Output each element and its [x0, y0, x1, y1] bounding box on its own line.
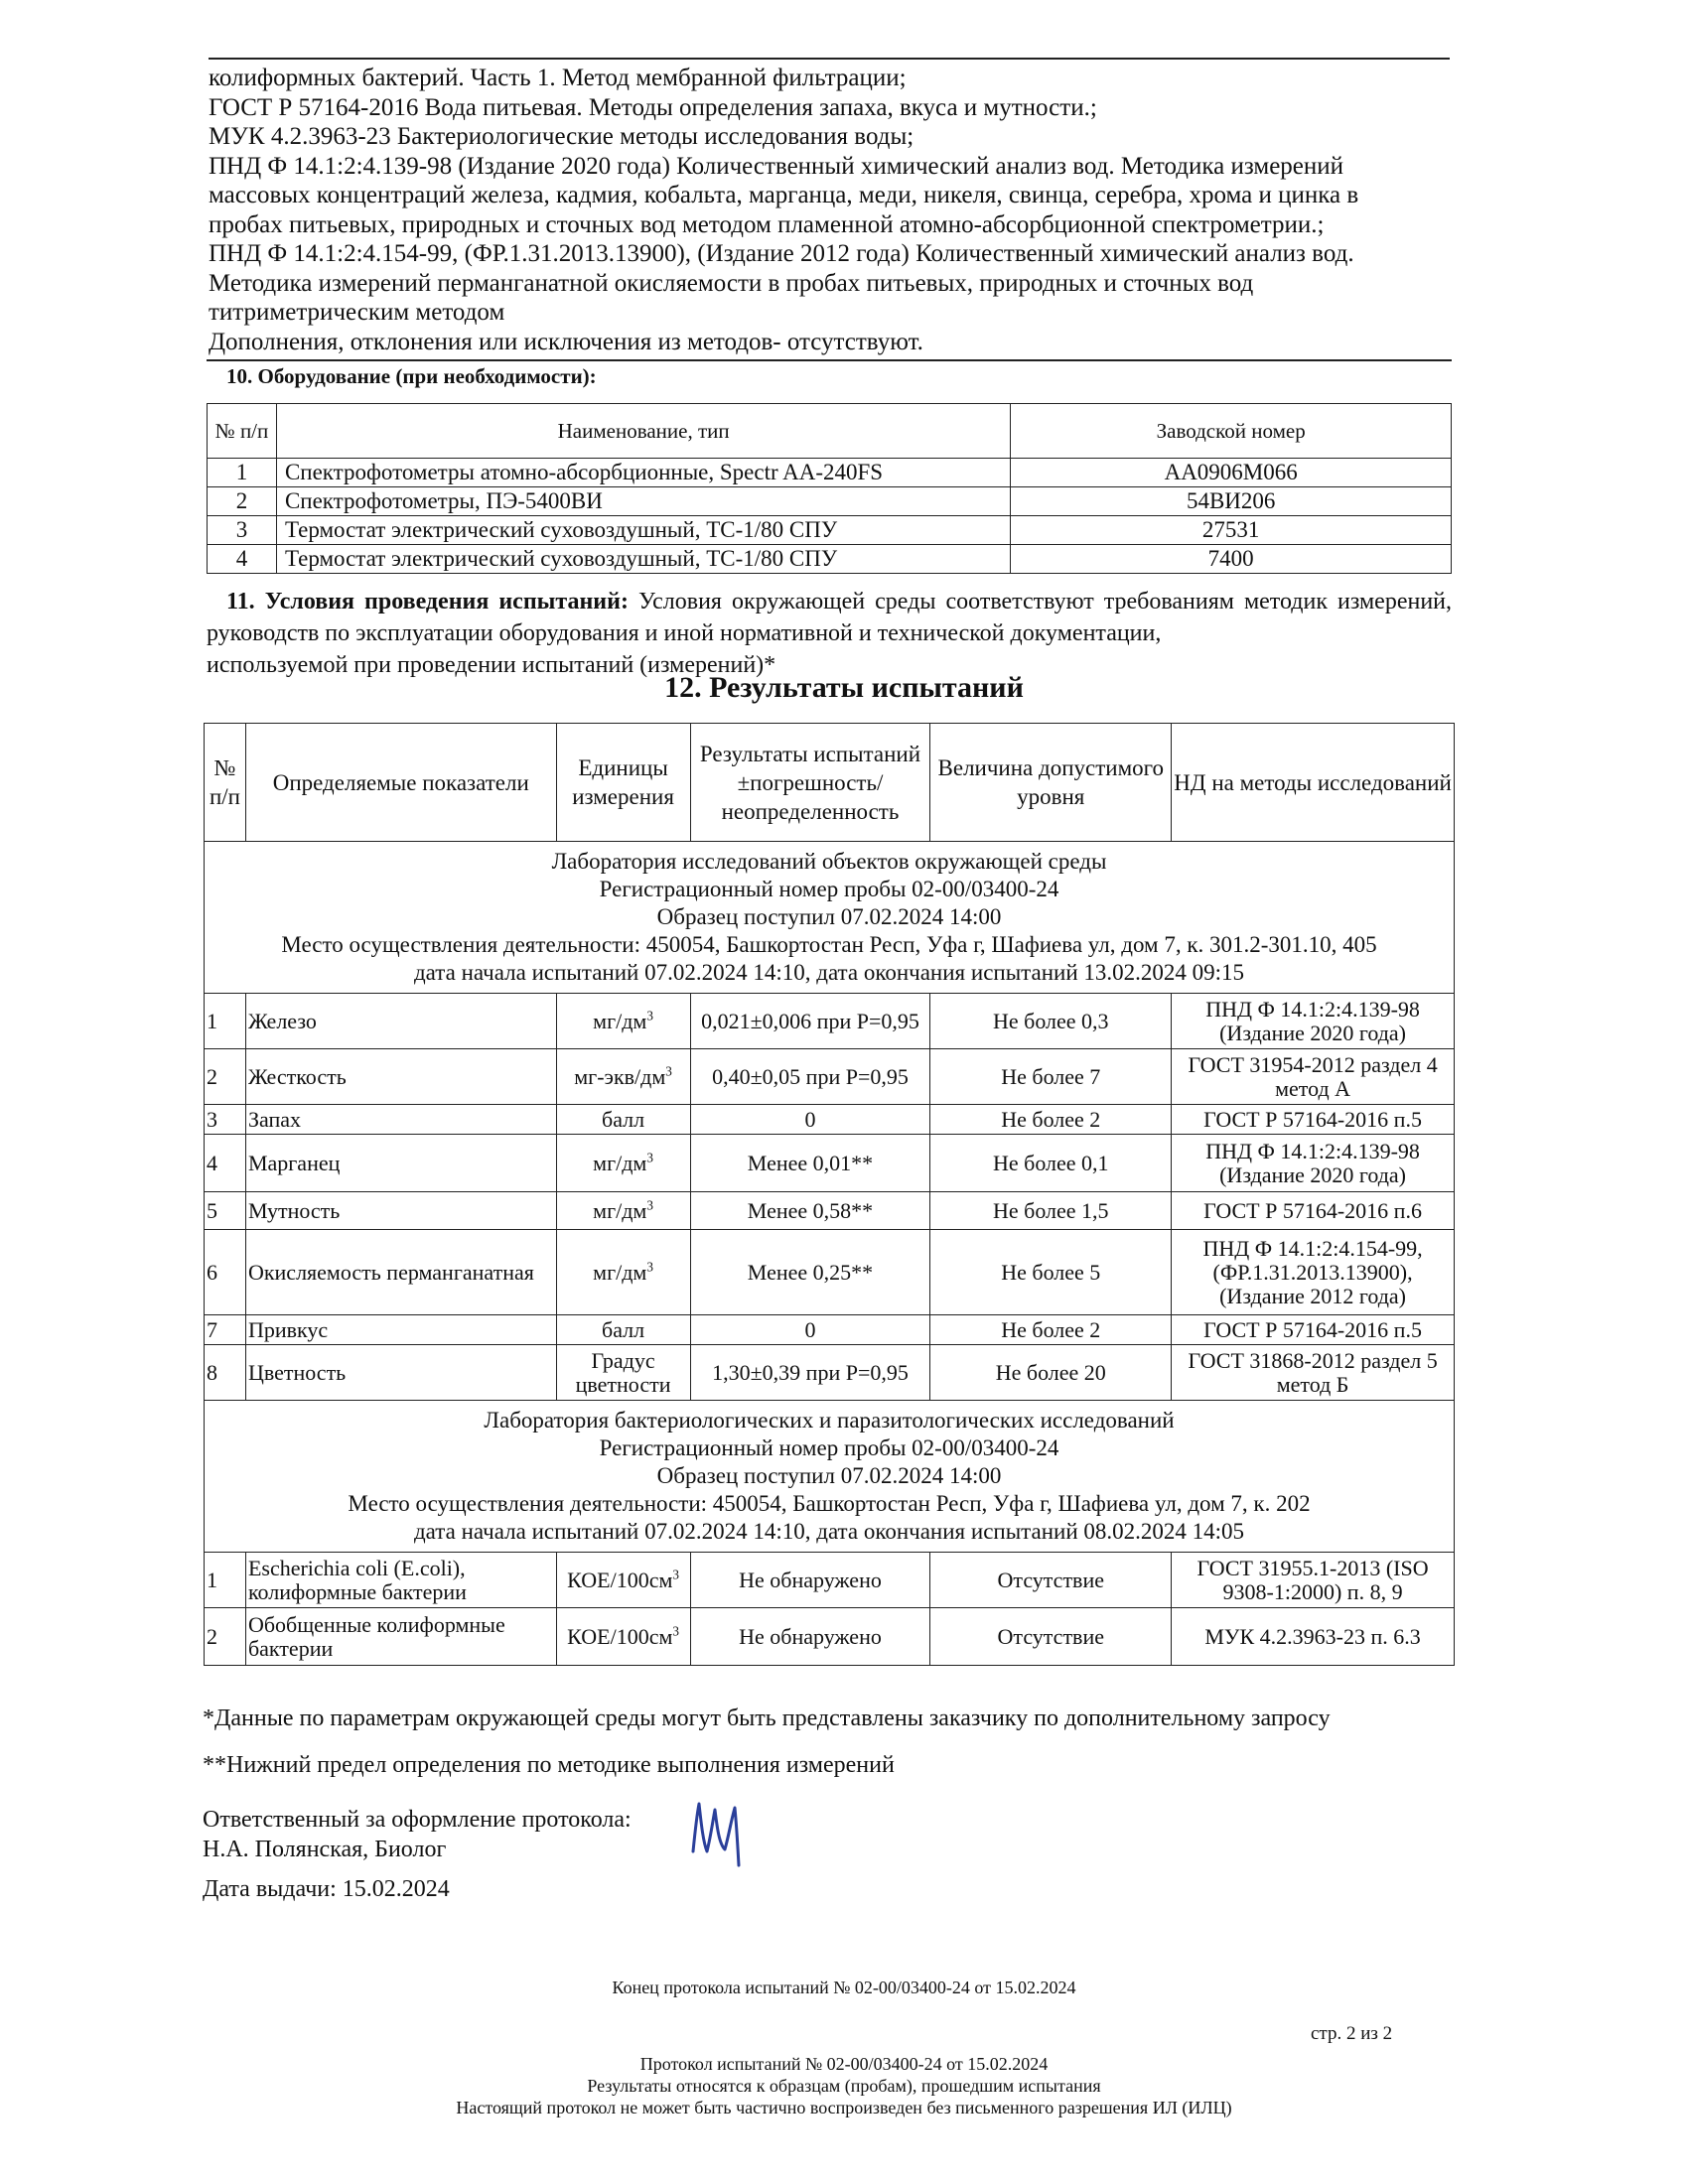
- equipment-table: [207, 403, 1452, 574]
- equipment-row: [208, 459, 1452, 487]
- results-header-method: НД на методы исследований: [1172, 724, 1455, 842]
- responsible-label: Ответственный за оформление протокола:: [203, 1807, 632, 1833]
- row-indicator: Цветность: [245, 1345, 556, 1401]
- row-result: Менее 0,25**: [690, 1230, 930, 1315]
- row-num: 3: [205, 1105, 246, 1135]
- row-result: Не обнаружено: [690, 1553, 930, 1608]
- lab-1-info-row: [205, 842, 1455, 994]
- equipment-row: [208, 487, 1452, 516]
- row-indicator: Escherichia coli (E.coli), колиформные бактерии: [245, 1553, 556, 1608]
- row-method: ГОСТ 31868-2012 раздел 5 метод Б: [1172, 1345, 1455, 1401]
- row-unit-sup: 3: [672, 1567, 679, 1582]
- row-method: ПНД Ф 14.1:2:4.154-99, (ФР.1.31.2013.13900), (Издание 2012 года): [1172, 1230, 1455, 1315]
- row-limit: Не более 0,3: [930, 994, 1172, 1049]
- equipment-serial: 7400: [1011, 545, 1452, 574]
- row-unit-text: мг/дм: [593, 1197, 647, 1223]
- table-row: [205, 1608, 1455, 1666]
- row-limit: Не более 2: [930, 1315, 1172, 1345]
- results-header-units: Единицы измерения: [556, 724, 690, 842]
- section-11-label: 11. Условия проведения испытаний:: [226, 589, 629, 614]
- row-unit: [556, 1345, 690, 1401]
- row-indicator: Привкус: [245, 1315, 556, 1345]
- row-limit: Не более 5: [930, 1230, 1172, 1315]
- row-unit: [556, 1049, 690, 1105]
- equipment-header-name: Наименование, тип: [276, 404, 1010, 459]
- row-unit-sup: 3: [665, 1063, 672, 1079]
- lab-2-info: [205, 1401, 1455, 1553]
- results-header-row: [205, 724, 1455, 842]
- results-header-result: Результаты испытаний ±погрешность/ неопределенность: [690, 724, 930, 842]
- row-method: ПНД Ф 14.1:2:4.139-98 (Издание 2020 года): [1172, 1135, 1455, 1192]
- table-row: [205, 1345, 1455, 1401]
- equipment-num: 3: [208, 516, 277, 545]
- signature-icon: [685, 1792, 755, 1871]
- row-limit: Отсутствие: [930, 1608, 1172, 1666]
- row-indicator: Жесткость: [245, 1049, 556, 1105]
- section-11: [207, 586, 1452, 681]
- table-row: [205, 1315, 1455, 1345]
- row-result: 0: [690, 1105, 930, 1135]
- equipment-serial: AA0906M066: [1011, 459, 1452, 487]
- page-number: стр. 2 из 2: [1311, 2023, 1393, 2044]
- row-method: МУК 4.2.3963-23 п. 6.3: [1172, 1608, 1455, 1666]
- row-result: 0,021±0,006 при P=0,95: [690, 994, 930, 1049]
- equipment-header-row: [208, 404, 1452, 459]
- equipment-num: 2: [208, 487, 277, 516]
- row-unit-text: мг/дм: [593, 1150, 647, 1175]
- row-result: 0: [690, 1315, 930, 1345]
- row-num: 6: [205, 1230, 246, 1315]
- methods-line: ПНД Ф 14.1:2:4.139-98 (Издание 2020 года) Количественный химический анализ вод. Методика измерений: [209, 152, 1344, 180]
- table-row: [205, 1553, 1455, 1608]
- row-method: ГОСТ Р 57164-2016 п.6: [1172, 1192, 1455, 1230]
- lab-1-name: Лаборатория исследований объектов окружающей среды: [551, 849, 1107, 874]
- row-num: 5: [205, 1192, 246, 1230]
- row-unit-text: мг/дм: [593, 1259, 647, 1285]
- equipment-row: [208, 516, 1452, 545]
- equipment-serial: 27531: [1011, 516, 1452, 545]
- row-method: ГОСТ 31955.1-2013 (ISO 9308-1:2000) п. 8, 9: [1172, 1553, 1455, 1608]
- row-limit: Не более 20: [930, 1345, 1172, 1401]
- footer-line: Протокол испытаний № 02-00/03400-24 от 15.02.2024: [639, 2054, 1049, 2074]
- equipment-name: Термостат электрический суховоздушный, ТС-1/80 СПУ: [276, 545, 1010, 574]
- row-unit: [556, 1230, 690, 1315]
- row-unit: [556, 1608, 690, 1666]
- row-method: ГОСТ 31954-2012 раздел 4 метод А: [1172, 1049, 1455, 1105]
- row-method: ГОСТ Р 57164-2016 п.5: [1172, 1315, 1455, 1345]
- row-unit-sup: 3: [646, 1259, 653, 1275]
- row-unit: [556, 1315, 690, 1345]
- row-unit-sup: 3: [672, 1623, 679, 1639]
- row-indicator: Окисляемость перманганатная: [245, 1230, 556, 1315]
- lab-1-dates: дата начала испытаний 07.02.2024 14:10, дата окончания испытаний 13.02.2024 09:15: [413, 960, 1245, 985]
- row-num: 4: [205, 1135, 246, 1192]
- section-11-text-end: используемой при проведении испытаний (измерений)*: [207, 652, 776, 678]
- row-result: Не обнаружено: [690, 1608, 930, 1666]
- methods-line: пробах питьевых, природных и сточных вод методом пламенной атомно-абсорбционной спектрометрии.;: [209, 210, 1325, 238]
- row-method: ГОСТ Р 57164-2016 п.5: [1172, 1105, 1455, 1135]
- row-method: ПНД Ф 14.1:2:4.139-98 (Издание 2020 года): [1172, 994, 1455, 1049]
- row-result: Менее 0,01**: [690, 1135, 930, 1192]
- row-unit: [556, 1192, 690, 1230]
- row-limit: Отсутствие: [930, 1553, 1172, 1608]
- row-indicator: Железо: [245, 994, 556, 1049]
- row-limit: Не более 7: [930, 1049, 1172, 1105]
- row-result: 1,30±0,39 при P=0,95: [690, 1345, 930, 1401]
- methods-line: колиформных бактерий. Часть 1. Метод мембранной фильтрации;: [209, 65, 907, 91]
- row-unit-text: балл: [602, 1316, 645, 1342]
- protocol-end: Конец протокола испытаний № 02-00/03400-24 от 15.02.2024: [612, 1978, 1076, 1997]
- row-unit-text: мг-экв/дм: [574, 1063, 666, 1089]
- row-unit-text: Градус цветности: [575, 1347, 671, 1397]
- lab-2-reg-number: Регистрационный номер пробы 02-00/03400-24: [599, 1435, 1059, 1460]
- row-indicator: Мутность: [245, 1192, 556, 1230]
- page-footer: [0, 2053, 1688, 2118]
- equipment-row: [208, 545, 1452, 574]
- row-limit: Не более 2: [930, 1105, 1172, 1135]
- equipment-name: Термостат электрический суховоздушный, ТС-1/80 СПУ: [276, 516, 1010, 545]
- equipment-num: 4: [208, 545, 277, 574]
- row-limit: Не более 1,5: [930, 1192, 1172, 1230]
- row-unit: [556, 1105, 690, 1135]
- methods-line: МУК 4.2.3963-23 Бактериологические методы исследования воды;: [209, 123, 914, 150]
- methods-line: Дополнения, отклонения или исключения из методов- отсутствуют.: [209, 328, 923, 355]
- table-row: [205, 1230, 1455, 1315]
- row-unit-text: КОЕ/100см: [567, 1567, 673, 1592]
- methods-line: ГОСТ Р 57164-2016 Вода питьевая. Методы определения запаха, вкуса и мутности.;: [209, 93, 1097, 121]
- table-row: [205, 1105, 1455, 1135]
- lab-2-name: Лаборатория бактериологических и паразитологических исследований: [484, 1408, 1175, 1433]
- row-unit-sup: 3: [646, 1197, 653, 1213]
- row-result: Менее 0,58**: [690, 1192, 930, 1230]
- equipment-num: 1: [208, 459, 277, 487]
- equipment-header-num: № п/п: [208, 404, 277, 459]
- lab-1-info: [205, 842, 1455, 994]
- lab-1-reg-number: Регистрационный номер пробы 02-00/03400-24: [599, 877, 1059, 901]
- row-num: 1: [205, 1553, 246, 1608]
- row-limit: Не более 0,1: [930, 1135, 1172, 1192]
- row-unit: [556, 994, 690, 1049]
- methods-line: Методика измерений перманганатной окисляемости в пробах питьевых, природных и сточных вод: [209, 269, 1254, 297]
- table-row: [205, 1049, 1455, 1105]
- lab-2-info-row: [205, 1401, 1455, 1553]
- equipment-name: Спектрофотометры атомно-абсорбционные, Spectr AA-240FS: [276, 459, 1010, 487]
- responsible-name: Н.А. Полянская, Биолог: [203, 1837, 447, 1862]
- row-indicator: Марганец: [245, 1135, 556, 1192]
- row-num: 1: [205, 994, 246, 1049]
- section-11-text: Условия окружающей среды соответствуют требованиям методик измерений, руководств по эксплуатации оборудования и иной нормативной и технической документации,: [207, 589, 1453, 646]
- footer-line: Результаты относятся к образцам (пробам), прошедшим испытания: [587, 2076, 1101, 2096]
- row-unit-text: балл: [602, 1106, 645, 1132]
- section-12-title: 12. Результаты испытаний: [664, 671, 1024, 704]
- equipment-header-serial: Заводской номер: [1011, 404, 1452, 459]
- section-10-title: 10. Оборудование (при необходимости):: [207, 359, 1452, 389]
- row-unit: [556, 1135, 690, 1192]
- table-row: [205, 1135, 1455, 1192]
- lab-2-received: Образец поступил 07.02.2024 14:00: [656, 1463, 1002, 1488]
- row-indicator: Обобщенные колиформные бактерии: [245, 1608, 556, 1666]
- issue-date: Дата выдачи: 15.02.2024: [203, 1876, 450, 1902]
- lab-1-received: Образец поступил 07.02.2024 14:00: [656, 904, 1002, 929]
- results-header-limit: Величина допустимого уровня: [930, 724, 1172, 842]
- equipment-serial: 54ВИ206: [1011, 487, 1452, 516]
- row-indicator: Запах: [245, 1105, 556, 1135]
- methods-line: ПНД Ф 14.1:2:4.154-99, (ФР.1.31.2013.13900), (Издание 2012 года) Количественный химический анализ вод.: [209, 240, 1354, 267]
- methods-line: массовых концентраций железа, кадмия, кобальта, марганца, меди, никеля, свинца, серебра, хрома и цинка в: [209, 182, 1359, 208]
- responsible-block: [203, 1805, 632, 1864]
- row-unit-sup: 3: [646, 1008, 653, 1024]
- results-header-num: № п/п: [205, 724, 246, 842]
- row-unit-text: КОЕ/100см: [567, 1623, 673, 1649]
- row-unit-text: мг/дм: [593, 1008, 647, 1033]
- lab-1-place: Место осуществления деятельности: 450054, Башкортостан Респ, Уфа г, Шафиева ул, дом 7, к. 301.2-301.10, 405: [281, 932, 1377, 957]
- row-num: 2: [205, 1608, 246, 1666]
- lab-2-place: Место осуществления деятельности: 450054, Башкортостан Респ, Уфа г, Шафиева ул, дом 7, к. 202: [348, 1491, 1311, 1516]
- results-table: [204, 723, 1455, 1666]
- row-num: 7: [205, 1315, 246, 1345]
- methods-line: титриметрическим методом: [209, 299, 505, 326]
- table-row: [205, 994, 1455, 1049]
- results-header-indicator: Определяемые показатели: [245, 724, 556, 842]
- row-num: 8: [205, 1345, 246, 1401]
- row-unit: [556, 1553, 690, 1608]
- footnote-2: **Нижний предел определения по методике выполнения измерений: [203, 1752, 895, 1778]
- methods-list: [209, 58, 1450, 356]
- equipment-name: Спектрофотометры, ПЭ-5400ВИ: [276, 487, 1010, 516]
- row-num: 2: [205, 1049, 246, 1105]
- lab-2-dates: дата начала испытаний 07.02.2024 14:10, дата окончания испытаний 08.02.2024 14:05: [413, 1519, 1245, 1544]
- table-row: [205, 1192, 1455, 1230]
- row-result: 0,40±0,05 при P=0,95: [690, 1049, 930, 1105]
- footer-line: Настоящий протокол не может быть частично воспроизведен без письменного разрешения ИЛ (ИЛЦ): [456, 2098, 1232, 2117]
- row-unit-sup: 3: [646, 1150, 653, 1165]
- footnote-1: *Данные по параметрам окружающей среды могут быть представлены заказчику по дополнительному запросу: [203, 1706, 1331, 1731]
